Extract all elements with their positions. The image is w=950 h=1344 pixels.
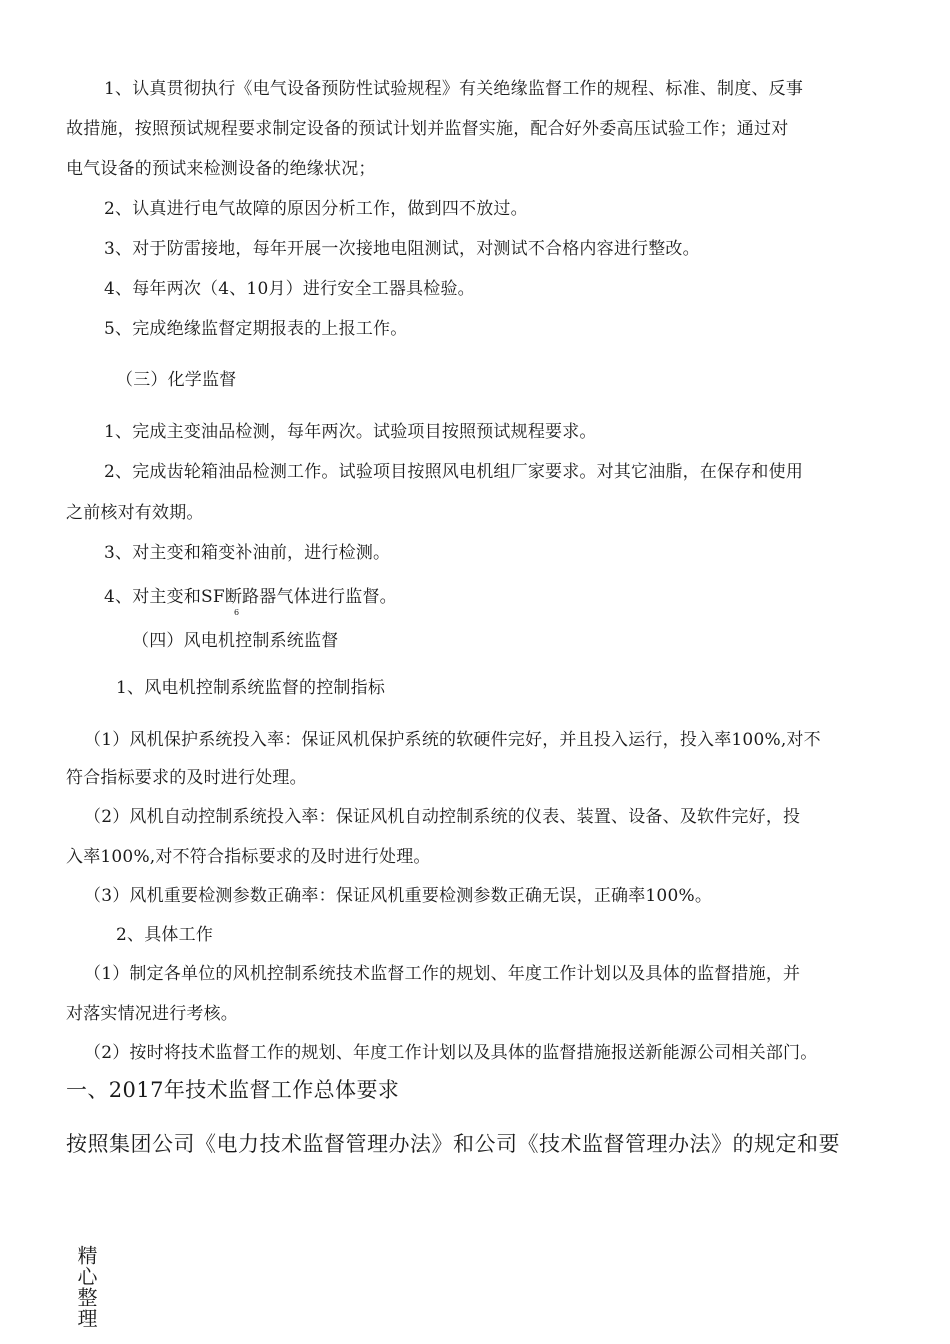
chemical-item-1: 1、完成主变油品检测，每年两次。试验项目按照预试规程要求。 (104, 422, 597, 442)
insulation-item-2: 2、认真进行电气故障的原因分析工作，做到四不放过。 (104, 199, 528, 219)
chemical-item-2-cont: 之前核对有效期。 (66, 503, 204, 523)
control-indicator-1: （1）风机保护系统投入率：保证风机保护系统的软硬件完好，并且投入运行，投入率100%,对不 (84, 730, 821, 750)
control-sub1-title: 1、风电机控制系统监督的控制指标 (116, 678, 386, 698)
control-indicator-3: （3）风机重要检测参数正确率：保证风机重要检测参数正确无误，正确率100%。 (84, 886, 713, 906)
control-section-title: （四）风电机控制系统监督 (132, 631, 339, 651)
control-indicator-2: （2）风机自动控制系统投入率：保证风机自动控制系统的仪表、装置、设备、及软件完好，投 (84, 807, 801, 827)
insulation-item-3: 3、对于防雷接地，每年开展一次接地电阻测试，对测试不合格内容进行整改。 (104, 239, 700, 259)
insulation-item-1-cont2: 电气设备的预试来检测设备的绝缘状况； (66, 159, 376, 179)
control-work-2: （2）按时将技术监督工作的规划、年度工作计划以及具体的监督措施报送新能源公司相关部门。 (84, 1043, 818, 1063)
footer-vertical-text: 精心整理 (74, 1245, 98, 1329)
chemical-item-2: 2、完成齿轮箱油品检测工作。试验项目按照风电机组厂家要求。对其它油脂，在保存和使用 (104, 462, 804, 482)
chemical-item-4: 4、对主变和SF断路器气体进行监督。 (104, 587, 397, 607)
insulation-item-5: 5、完成绝缘监督定期报表的上报工作。 (104, 319, 408, 339)
sf6-subscript: 6 (234, 608, 240, 617)
insulation-item-1: 1、认真贯彻执行《电气设备预防性试验规程》有关绝缘监督工作的规程、标准、制度、反事 (104, 79, 804, 99)
control-work-1: （1）制定各单位的风机控制系统技术监督工作的规划、年度工作计划以及具体的监督措施，并 (84, 964, 801, 984)
section-2017-body: 按照集团公司《电力技术监督管理办法》和公司《技术监督管理办法》的规定和要 (66, 1132, 840, 1156)
control-work-1-cont: 对落实情况进行考核。 (66, 1004, 238, 1024)
insulation-item-1-cont: 故措施，按照预试规程要求制定设备的预试计划并监督实施，配合好外委高压试验工作；通过对 (66, 119, 789, 139)
insulation-item-4: 4、每年两次（4、10月）进行安全工器具检验。 (104, 279, 475, 299)
section-2017-heading: 一、2017年技术监督工作总体要求 (66, 1078, 400, 1102)
control-sub2-title: 2、具体工作 (116, 925, 214, 945)
control-indicator-1-cont: 符合指标要求的及时进行处理。 (66, 768, 307, 788)
chemical-item-3: 3、对主变和箱变补油前，进行检测。 (104, 543, 391, 563)
chemical-section-title: （三）化学监督 (116, 370, 237, 390)
control-indicator-2-cont: 入率100%,对不符合指标要求的及时进行处理。 (66, 847, 431, 867)
